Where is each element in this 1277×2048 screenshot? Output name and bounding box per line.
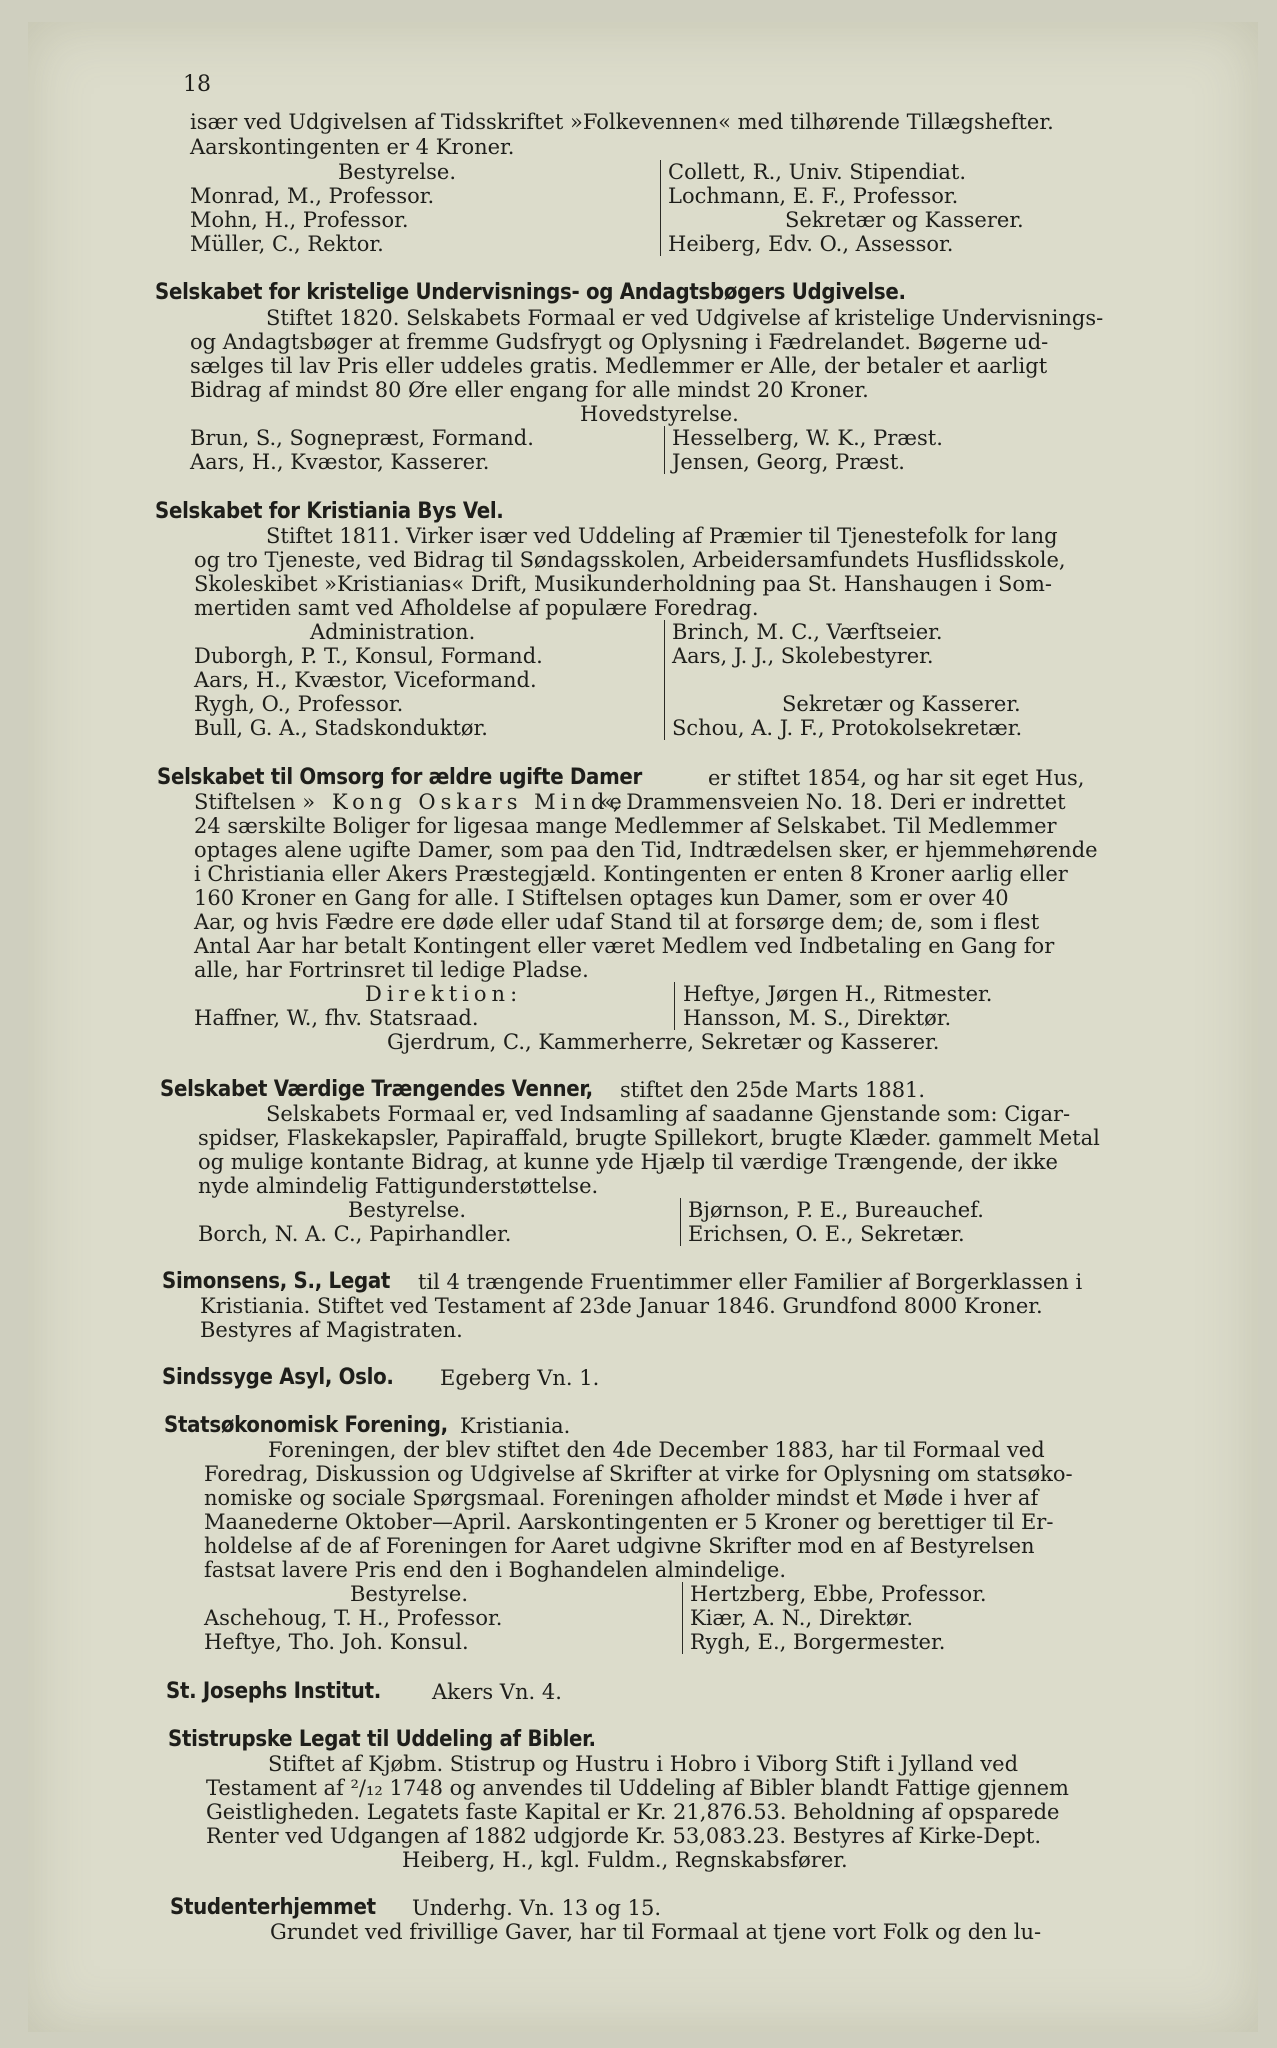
- text-line: Rygh, O., Professor.: [194, 692, 404, 716]
- text-line: Testament af ²/₁₂ 1748 og anvendes til Uddeling af Bibler blandt Fattige gjennem: [206, 1776, 1069, 1800]
- text-line: er stiftet 1854, og har sit eget Hus,: [708, 766, 1085, 790]
- text-line: Brun, S., Sognepræst, Formand.: [190, 426, 534, 450]
- text-line: Aars, H., Kvæstor, Viceformand.: [194, 668, 537, 692]
- text-line: Bull, G. A., Stadskonduktør.: [194, 716, 488, 740]
- text-line: Gjerdrum, C., Kammerherre, Sekretær og Kasserer.: [387, 1030, 940, 1054]
- text-line: Hovedstyrelse.: [580, 402, 739, 426]
- text-line: Maanederne Oktober—April. Aarskontingenten er 5 Kroner og berettiger til Er-: [204, 1510, 1054, 1534]
- entry-heading: Selskabet Værdige Trængendes Venner,: [160, 1077, 593, 1102]
- text-line: Haffner, W., fhv. Statsraad.: [194, 1006, 479, 1030]
- entry-heading: Statsøkonomisk Forening,: [164, 1413, 448, 1438]
- text-line: Grundet ved frivillige Gaver, har til Formaal at tjene vort Folk og den lu-: [270, 1920, 1042, 1944]
- column-divider: [664, 620, 665, 740]
- text-line: Aars, H., Kvæstor, Kasserer.: [190, 450, 490, 474]
- text-line: spidser, Flaskekapsler, Papiraffald, brugte Spillekort, brugte Klæder. gammelt Metal: [198, 1126, 1100, 1150]
- text-line: Bestyrelse.: [348, 1198, 467, 1222]
- text-line: Bjørnson, P. E., Bureauchef.: [688, 1198, 984, 1222]
- text-line: nyde almindelig Fattigunderstøttelse.: [198, 1174, 599, 1198]
- text-line: Kristiania.: [460, 1414, 571, 1438]
- text-line: Skoleskibet »Kristianias« Drift, Musikunderholdning paa St. Hanshaugen i Som-: [194, 572, 1053, 596]
- entry-heading: Stistrupske Legat til Uddeling af Bibler.: [168, 1727, 596, 1752]
- text-line: Mohn, H., Professor.: [190, 208, 409, 232]
- text-line: 24 særskilte Boliger for ligesaa mange Medlemmer af Selskabet. Til Medlemmer: [194, 814, 1057, 838]
- entry-heading: St. Josephs Institut.: [166, 1679, 381, 1704]
- text-line: Kong Oskars Minde: [332, 790, 627, 814]
- text-line: alle, har Fortrinsret til ledige Pladse.: [194, 958, 589, 982]
- text-line: Aar, og hvis Fædre ere døde eller udaf Stand til at forsørge dem; de, som i flest: [194, 910, 1040, 934]
- text-line: stiftet den 25de Marts 1881.: [620, 1078, 926, 1102]
- text-line: og mulige kontante Bidrag, at kunne yde Hjælp til værdige Trængende, der ikke: [198, 1150, 1058, 1174]
- text-line: Stiftet af Kjøbm. Stistrup og Hustru i Hobro i Viborg Stift i Jylland ved: [268, 1752, 1019, 1776]
- text-line: Selskabets Formaal er, ved Indsamling af saadanne Gjenstande som: Cigar-: [266, 1102, 1071, 1126]
- text-line: Akers Vn. 4.: [432, 1680, 562, 1704]
- entry-heading: Selskabet for Kristiania Bys Vel.: [155, 499, 504, 524]
- text-line: Rygh, E., Borgermester.: [690, 1630, 946, 1654]
- text-line: Stiftet 1811. Virker især ved Uddeling af Præmier til Tjenestefolk for lang: [266, 524, 1058, 548]
- text-line: og tro Tjeneste, ved Bidrag til Søndagsskolen, Arbeidersamfundets Husflidsskole,: [194, 548, 1066, 572]
- text-line: Stiftelsen »: [194, 790, 316, 814]
- text-line: Jensen, Georg, Præst.: [672, 450, 905, 474]
- text-line: Aschehoug, T. H., Professor.: [204, 1606, 503, 1630]
- text-line: 160 Kroner en Gang for alle. I Stiftelsen optages kun Damer, som er over 40: [194, 886, 1009, 910]
- text-line: Hansson, M. S., Direktør.: [683, 1006, 952, 1030]
- text-line: Antal Aar har betalt Kontingent eller været Medlem ved Indbetaling en Gang for: [194, 934, 1055, 958]
- text-line: Kiær, A. N., Direktør.: [690, 1606, 914, 1630]
- entry-heading: Selskabet for kristelige Undervisnings- og Andagtsbøgers Udgivelse.: [155, 280, 906, 305]
- text-line: Heftye, Tho. Joh. Konsul.: [204, 1630, 469, 1654]
- text-line: Heiberg, Edv. O., Assessor.: [668, 232, 954, 256]
- text-line: Heftye, Jørgen H., Ritmester.: [683, 982, 993, 1006]
- text-line: Collett, R., Univ. Stipendiat.: [668, 160, 967, 184]
- column-divider: [674, 982, 675, 1030]
- entry-heading: Selskabet til Omsorg for ældre ugifte Damer: [157, 765, 643, 790]
- text-line: nomiske og sociale Spørgsmaal. Foreningen afholder mindst et Møde i hver af: [204, 1486, 1039, 1510]
- entry-heading: Sindssyge Asyl, Oslo.: [162, 1365, 394, 1390]
- text-line: Duborgh, P. T., Konsul, Formand.: [194, 644, 543, 668]
- text-line: Stiftet 1820. Selskabets Formaal er ved Udgivelse af kristelige Undervisnings-: [266, 306, 1104, 330]
- text-line: Geistligheden. Legatets faste Kapital er Kr. 21,876.53. Beholdning af opsparede: [206, 1800, 1060, 1824]
- column-divider: [660, 160, 661, 256]
- text-line: Monrad, M., Professor.: [190, 184, 435, 208]
- text-line: Direktion:: [365, 982, 523, 1006]
- text-line: Underhg. Vn. 13 og 15.: [412, 1896, 662, 1920]
- text-line: Sekretær og Kasserer.: [785, 208, 1024, 232]
- column-divider: [680, 1198, 681, 1246]
- text-line: Bidrag af mindst 80 Øre eller engang for alle mindst 20 Kroner.: [190, 378, 869, 402]
- text-line: Aars, J. J., Skolebestyrer.: [672, 644, 934, 668]
- text-line: Borch, N. A. C., Papirhandler.: [198, 1222, 512, 1246]
- page-number: 18: [183, 72, 211, 97]
- text-line: fastsat lavere Pris end den i Boghandelen almindelige.: [204, 1558, 787, 1582]
- text-line: «, Drammensveien No. 18. Deri er indrettet: [600, 790, 1066, 814]
- text-line: Müller, C., Rektor.: [190, 232, 384, 256]
- text-line: holdelse af de af Foreningen for Aaret udgivne Skrifter mod en af Bestyrelsen: [204, 1534, 1035, 1558]
- text-line: Lochmann, E. F., Professor.: [668, 184, 959, 208]
- text-line: Hertzberg, Ebbe, Professor.: [690, 1582, 987, 1606]
- text-line: Renter ved Udgangen af 1882 udgjorde Kr. 53,083.23. Bestyres af Kirke-Dept.: [206, 1824, 1042, 1848]
- text-line: Egeberg Vn. 1.: [440, 1366, 600, 1390]
- text-line: til 4 trængende Fruentimmer eller Familier af Borgerklassen i: [418, 1270, 1083, 1294]
- text-line: Heiberg, H., kgl. Fuldm., Regnskabsfører.: [402, 1848, 848, 1872]
- text-line: Erichsen, O. E., Sekretær.: [688, 1222, 965, 1246]
- text-line: Aarskontingenten er 4 Kroner.: [190, 135, 515, 159]
- text-line: Foredrag, Diskussion og Udgivelse af Skrifter at virke for Oplysning om statsøko-: [204, 1462, 1073, 1486]
- text-line: Bestyres af Magistraten.: [200, 1318, 463, 1342]
- text-line: Brinch, M. C., Værftseier.: [672, 620, 943, 644]
- text-line: især ved Udgivelsen af Tidsskriftet »Folkevennen« med tilhørende Tillægshefter.: [190, 110, 1054, 134]
- text-line: Schou, A. J. F., Protokolsekretær.: [672, 716, 1023, 740]
- text-line: optages alene ugifte Damer, som paa den Tid, Indtrædelsen sker, er hjemmehørende: [194, 838, 1098, 862]
- text-line: mertiden samt ved Afholdelse af populære Foredrag.: [194, 596, 759, 620]
- entry-heading: Simonsens, S., Legat: [162, 1269, 391, 1294]
- text-line: Sekretær og Kasserer.: [782, 692, 1021, 716]
- text-line: og Andagtsbøger at fremme Gudsfrygt og Oplysning i Fædrelandet. Bøgerne ud-: [190, 330, 1049, 354]
- column-divider: [664, 426, 665, 474]
- book-page: [28, 22, 1258, 2032]
- text-line: sælges til lav Pris eller uddeles gratis. Medlemmer er Alle, der betaler et aarligt: [190, 354, 1048, 378]
- entry-heading: Studenterhjemmet: [170, 1895, 376, 1920]
- text-line: Bestyrelse.: [350, 1582, 469, 1606]
- text-line: i Christiania eller Akers Præstegjæld. Kontingenten er enten 8 Kroner aarlig eller: [194, 862, 1068, 886]
- text-line: Bestyrelse.: [338, 160, 457, 184]
- text-line: Hesselberg, W. K., Præst.: [672, 426, 943, 450]
- column-divider: [682, 1582, 683, 1654]
- text-line: Foreningen, der blev stiftet den 4de December 1883, har til Formaal ved: [268, 1438, 1045, 1462]
- text-line: Administration.: [310, 620, 476, 644]
- text-line: Kristiania. Stiftet ved Testament af 23de Januar 1846. Grundfond 8000 Kroner.: [200, 1294, 1043, 1318]
